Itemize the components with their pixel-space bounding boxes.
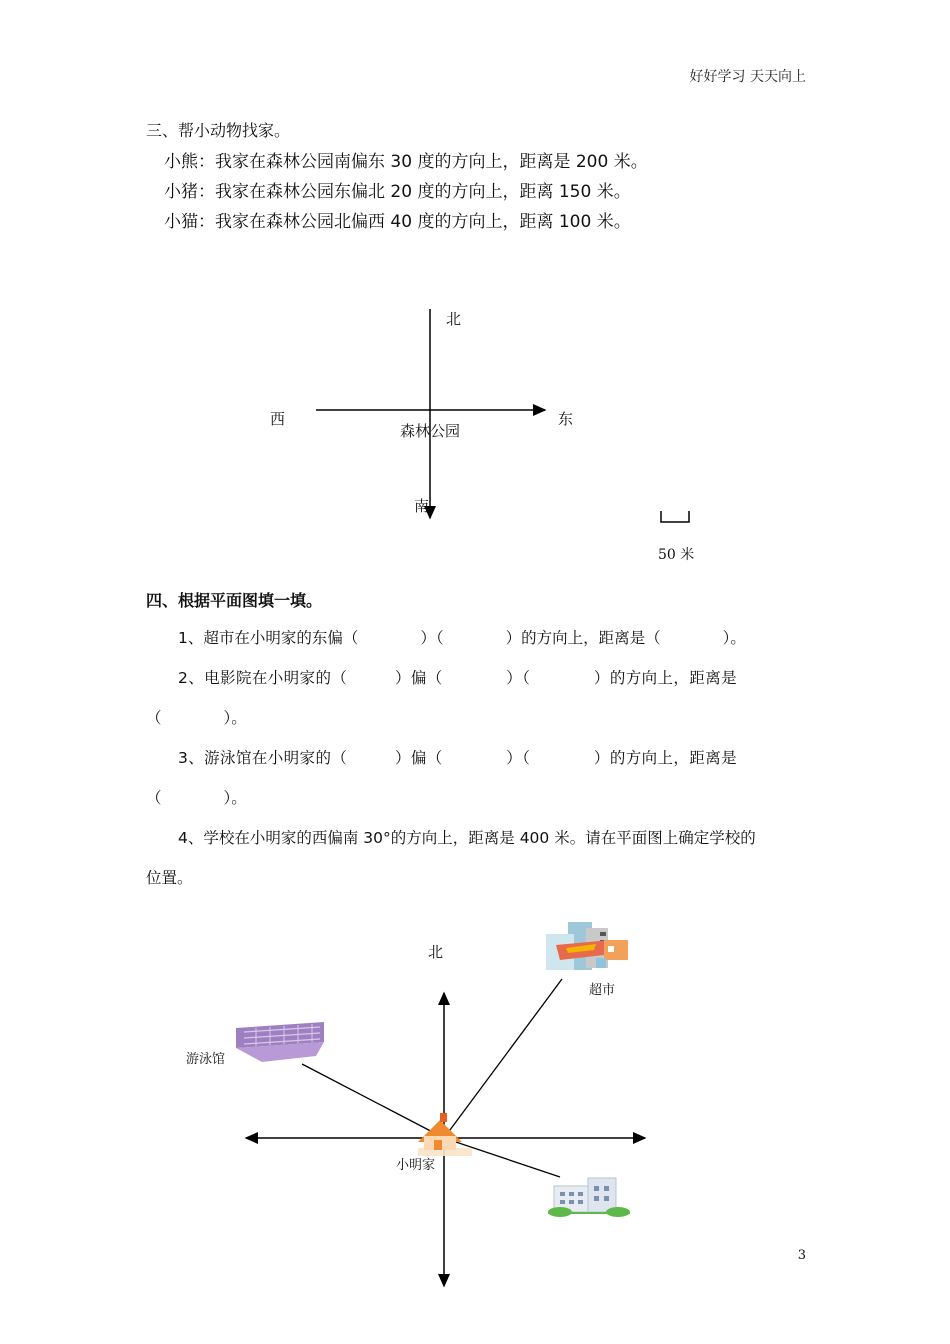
compass-north-label: 北 bbox=[446, 310, 462, 328]
pig-line: 小猪：我家在森林公园东偏北 20 度的方向上，距离 150 米。 bbox=[164, 182, 631, 202]
question-3-line-1: 3、游泳馆在小明家的（ ）偏（ ）（ ）的方向上，距离是 bbox=[178, 749, 738, 767]
page-number: 3 bbox=[797, 1248, 806, 1263]
section-4-title: 四、根据平面图填一填。 bbox=[146, 591, 323, 610]
supermarket-label: 超市 bbox=[589, 983, 616, 998]
question-2-line-1: 2、电影院在小明家的（ ）偏（ ）（ ）的方向上，距离是 bbox=[178, 669, 738, 687]
question-2-line-2: （ ）。 bbox=[146, 709, 247, 727]
page-header: 好好学习 天天向上 bbox=[689, 69, 806, 85]
compass-west-label: 西 bbox=[270, 410, 286, 428]
line-to-supermarket bbox=[444, 979, 562, 1138]
question-4-line-1: 4、学校在小明家的西偏南 30°的方向上，距离是 400 米。请在平面图上确定学校的 bbox=[178, 829, 756, 847]
line-to-pool bbox=[302, 1064, 444, 1138]
question-4-line-2: 位置。 bbox=[146, 869, 193, 887]
home-label: 小明家 bbox=[396, 1158, 436, 1173]
scale-label: 50 米 bbox=[658, 547, 695, 563]
bear-line: 小熊：我家在森林公园南偏东 30 度的方向上，距离是 200 米。 bbox=[164, 152, 648, 172]
compass-east-label: 东 bbox=[558, 410, 574, 428]
home-house-icon bbox=[418, 1113, 472, 1156]
pool-building-icon bbox=[236, 1022, 324, 1062]
scale-bar bbox=[661, 511, 689, 522]
cinema-building-icon bbox=[548, 1178, 630, 1217]
question-3-line-2: （ ）。 bbox=[146, 789, 247, 807]
cat-line: 小猫：我家在森林公园北偏西 40 度的方向上，距离 100 米。 bbox=[164, 212, 631, 232]
map-north-label: 北 bbox=[428, 943, 444, 961]
section-3-title-text: 三、帮小动物找家。 bbox=[146, 121, 291, 140]
compass-south-label: 南 bbox=[414, 497, 430, 515]
question-1: 1、超市在小明家的东偏（ ）（ ）的方向上，距离是（ ）。 bbox=[178, 629, 746, 647]
supermarket-icon bbox=[546, 922, 628, 970]
line-to-cinema bbox=[444, 1138, 560, 1177]
compass-center-label: 森林公园 bbox=[400, 422, 461, 440]
pool-label: 游泳馆 bbox=[186, 1052, 226, 1067]
